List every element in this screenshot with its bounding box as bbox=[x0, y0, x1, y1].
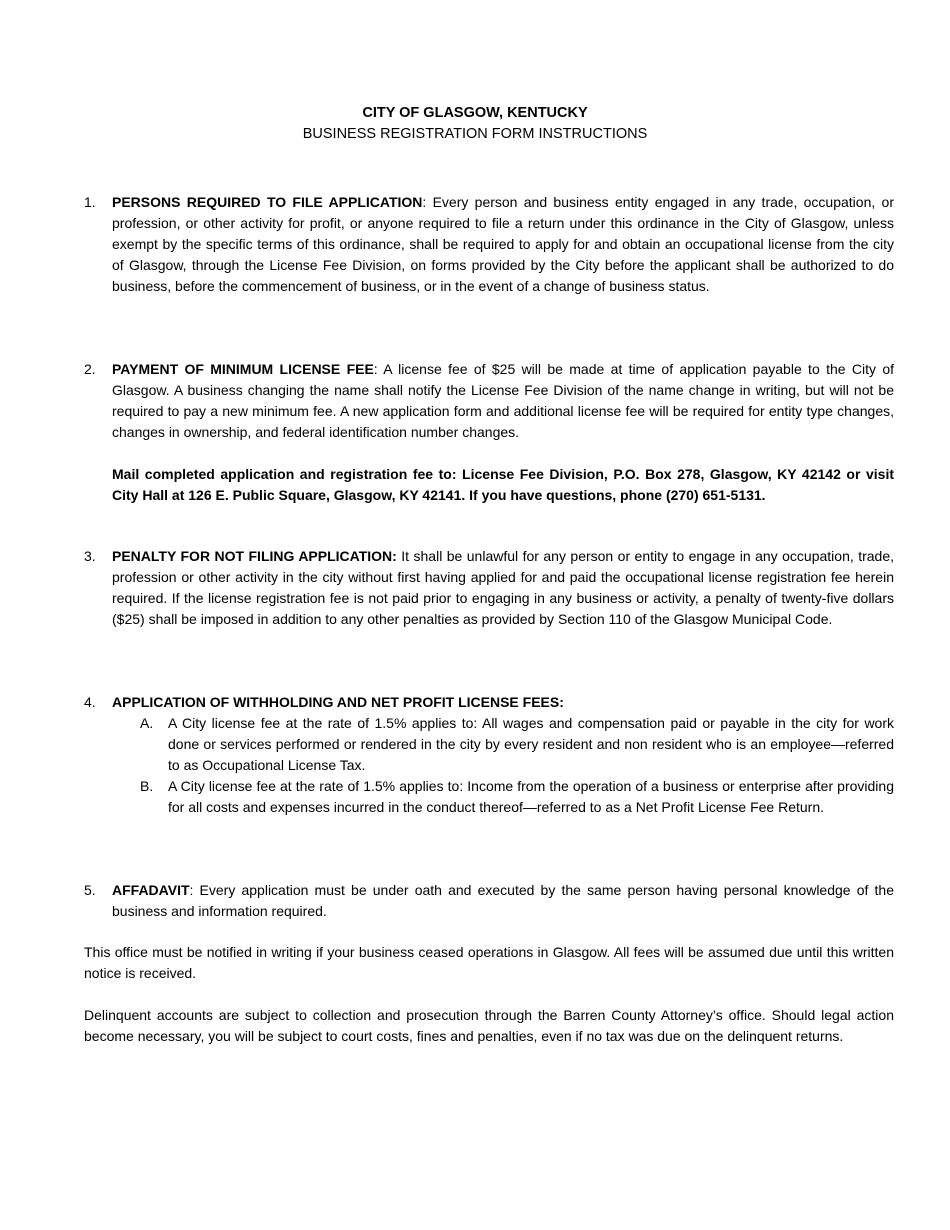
section-heading: APPLICATION OF WITHHOLDING AND NET PROFIT LICENSE FEES: bbox=[112, 694, 564, 710]
notification-note: This office must be notified in writing if your business ceased operations in Glasgow. All fees will be assumed due until this written notice is received. bbox=[84, 944, 894, 981]
section-number: 1. bbox=[84, 194, 96, 210]
section-number: 3. bbox=[84, 548, 96, 564]
subitem-letter: A. bbox=[140, 715, 154, 731]
section-number: 4. bbox=[84, 694, 96, 710]
section-affadavit bbox=[84, 880, 894, 922]
subitem-b bbox=[140, 776, 894, 818]
section-minimum-fee bbox=[84, 359, 894, 506]
document-title: CITY OF GLASGOW, KENTUCKY bbox=[362, 105, 588, 121]
section-heading: PENALTY FOR NOT FILING APPLICATION: bbox=[112, 548, 397, 564]
subitem-text: A City license fee at the rate of 1.5% applies to: All wages and compensation paid or payable in the city for work done or services performed or rendered in the city by every resident and non resident who is an employee—referred to as Occupational License Tax. bbox=[168, 715, 894, 773]
section-text: : Every application must be under oath and executed by the same person having personal knowledge of the business and information required. bbox=[112, 882, 894, 919]
section-persons-required bbox=[84, 192, 894, 297]
section-text: : A license fee of $25 will be made at time of application payable to the City of Glasgow. A business changing the name shall notify the License Fee Division of the name change in writing, but will not be required to pay a new minimum fee. A new application form and additional license fee will be required for entity type changes, changes in ownership, and federal identification number changes. bbox=[112, 361, 894, 440]
section-heading: PAYMENT OF MINIMUM LICENSE FEE bbox=[112, 361, 374, 377]
section-number: 2. bbox=[84, 361, 96, 377]
section-heading: PERSONS REQUIRED TO FILE APPLICATION bbox=[112, 194, 423, 210]
document-header bbox=[0, 103, 950, 145]
section-penalty bbox=[84, 546, 894, 630]
section-heading: AFFADAVIT bbox=[112, 882, 190, 898]
section-number: 5. bbox=[84, 882, 96, 898]
subitem-letter: B. bbox=[140, 778, 154, 794]
section-text: : Every person and business entity engaged in any trade, occupation, or profession, or other activity for profit, or anyone required to file a return under this ordinance in the City of Glasgow, unless exempt by the specific terms of this ordinance, shall be required to apply for and obtain an occupational license from the city of Glasgow, through the License Fee Division, on forms provided by the City before the applicant shall be authorized to do business, before the commencement of business, or in the event of a change of business status. bbox=[112, 194, 894, 294]
delinquent-accounts-note: Delinquent accounts are subject to collection and prosecution through the Barren County Attorney’s office. Should legal action become necessary, you will be subject to court costs, fines and penalties, even if no tax was due on the delinquent returns. bbox=[84, 1007, 894, 1044]
mail-instructions: Mail completed application and registration fee to: License Fee Division, P.O. Box 278, Glasgow, KY 42142 or visit City Hall at 126 E. Public Square, Glasgow, KY 42141. If you have questions, phone (270) 651-5131. bbox=[112, 466, 894, 503]
subitem-a bbox=[140, 713, 894, 776]
section-text: It shall be unlawful for any person or entity to engage in any occupation, trade, profession or other activity in the city without first having applied for and paid the occupational license registration fee herein required. If the license registration fee is not paid prior to engaging in any business or activity, a penalty of twenty-five dollars ($25) shall be imposed in addition to any other penalties as provided by Section 110 of the Glasgow Municipal Code. bbox=[112, 548, 894, 627]
section-withholding bbox=[84, 692, 894, 818]
document-subtitle: BUSINESS REGISTRATION FORM INSTRUCTIONS bbox=[302, 126, 648, 142]
subitem-text: A City license fee at the rate of 1.5% applies to: Income from the operation of a business or enterprise after providing for all costs and expenses incurred in the conduct thereof—referred to as a Net Profit License Fee Return. bbox=[168, 778, 894, 815]
